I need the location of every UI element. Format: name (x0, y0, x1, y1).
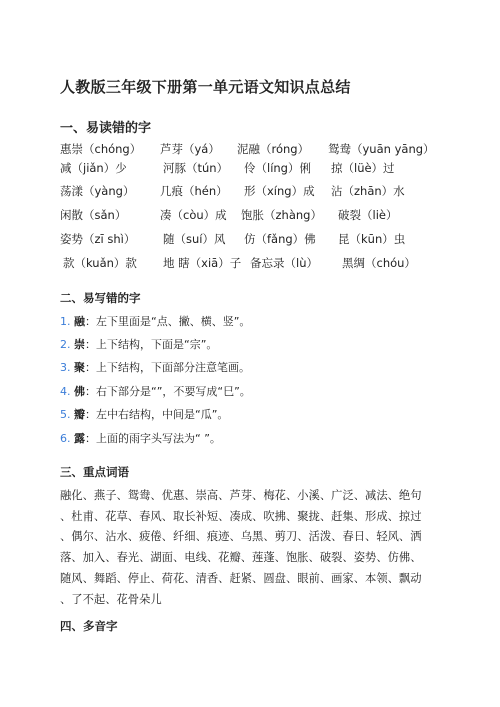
list-key-char: 融 (74, 315, 85, 328)
section-heading-key-words: 三、重点词语 (60, 465, 129, 479)
list-key-char: 佛 (74, 385, 85, 398)
pinyin-cell: 地 瞎（xiā）子 (163, 256, 242, 270)
pinyin-cell: 形（xíng）成 (244, 184, 315, 198)
list-text: ：上下结构，下面是“宗”。 (85, 338, 218, 351)
pinyin-cell: 姿势（zī shì） (60, 232, 136, 246)
paragraph-line: 落、加入、春光、湖面、电线、花瓣、莲蓬、饱胀、破裂、姿势、仿佛、 (60, 551, 422, 565)
list-item (60, 359, 250, 375)
list-number: 6. (60, 432, 71, 445)
list-number: 2. (60, 338, 71, 351)
pinyin-cell: 破裂（liè） (338, 208, 398, 222)
list-number: 5. (60, 408, 71, 421)
pinyin-row (0, 255, 500, 275)
pinyin-row (0, 231, 500, 251)
list-text: ：上下结构，下面部分注意笔画。 (85, 361, 250, 374)
list-key-char: 聚 (74, 361, 85, 374)
list-item (60, 406, 228, 422)
pinyin-cell: 伶（líng）俐 (244, 161, 311, 175)
pinyin-cell: 备忘录（lù） (250, 256, 318, 270)
pinyin-cell: 荡漾（yàng） (60, 184, 135, 198)
list-number: 1. (60, 315, 71, 328)
pinyin-cell: 凑（còu）成 (160, 208, 227, 222)
pinyin-cell: 随（suí）风 (163, 232, 226, 246)
list-text: ：上面的雨字头写法为“ ”。 (85, 432, 221, 445)
pinyin-cell: 仿（fǎng）佛 (244, 232, 316, 246)
list-item (60, 313, 250, 329)
paragraph-line: 、杜甫、花草、春风、取长补短、凑成、吹拂、聚拢、赶集、形成、掠过 (60, 509, 422, 523)
pinyin-cell: 闲散（sǎn） (60, 208, 127, 222)
list-number: 3. (60, 361, 71, 374)
pinyin-cell: 芦芽（yá） (160, 142, 220, 156)
pinyin-cell: 昆（kūn）虫 (338, 232, 406, 246)
list-text: ：左下里面是“点、撇、横、竖”。 (85, 315, 251, 328)
pinyin-cell: 河豚（tún） (163, 161, 229, 175)
list-text: ：右下部分是“”，不要写成“巳”。 (85, 385, 251, 398)
list-item (60, 336, 217, 352)
list-text: ：左中右结构，中间是“瓜”。 (85, 408, 229, 421)
section-heading-misread: 一、易读错的字 (60, 121, 152, 136)
list-key-char: 崇 (74, 338, 85, 351)
list-key-char: 露 (74, 432, 85, 445)
pinyin-cell: 减（jiǎn）少 (60, 161, 127, 175)
pinyin-row (0, 160, 500, 180)
pinyin-cell: 沾（zhān）水 (331, 184, 405, 198)
section-heading-polyphones: 四、多音字 (60, 619, 118, 633)
pinyin-row (0, 207, 500, 227)
list-item (60, 430, 221, 446)
paragraph-line: 、了不起、花骨朵儿 (60, 592, 162, 606)
pinyin-row (0, 183, 500, 203)
pinyin-cell: 惠崇（chóng） (60, 142, 142, 156)
pinyin-cell: 鸳鸯（yuān yāng） (328, 142, 435, 156)
paragraph-line: 、偶尔、沾水、疲倦、纤细、痕迹、乌黑、剪刀、活泼、春日、轻风、洒 (60, 530, 422, 544)
document-title: 人教版三年级下册第一单元语文知识点总结 (60, 78, 351, 96)
pinyin-cell: 几痕（hén） (160, 184, 228, 198)
list-item (60, 383, 251, 399)
pinyin-cell: 饱胀（zhàng） (241, 208, 322, 222)
pinyin-cell: 款（kuǎn）款 (63, 256, 137, 270)
key-words-paragraph (60, 486, 445, 610)
pinyin-cell: 黑绸（chóu） (342, 256, 416, 270)
paragraph-line: 融化、燕子、鸳鸯、优惠、崇高、芦芽、梅花、小溪、广泛、减法、绝句 (60, 489, 422, 502)
paragraph-line: 随风、舞蹈、停止、荷花、清香、赶紧、圆盘、眼前、画家、本领、飘动 (60, 571, 422, 585)
pinyin-cell: 泥融（róng） (237, 142, 310, 156)
pinyin-cell: 掠（lüè）过 (331, 161, 395, 175)
list-key-char: 瓣 (74, 408, 85, 421)
list-number: 4. (60, 385, 71, 398)
section-heading-miswritten: 二、易写错的字 (60, 291, 141, 305)
pinyin-row (0, 141, 500, 161)
